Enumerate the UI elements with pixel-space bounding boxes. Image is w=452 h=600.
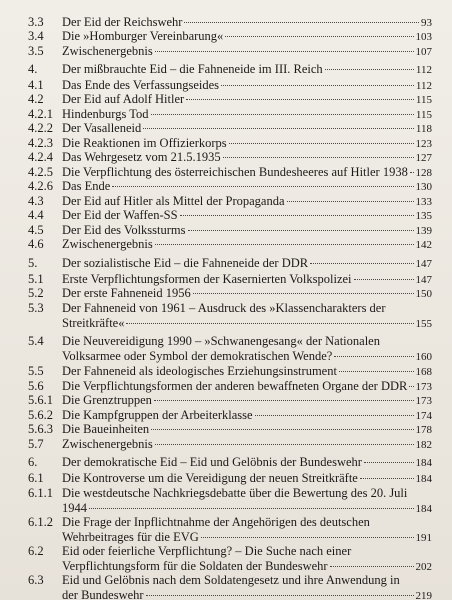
section-title: Der Fahneneid von 1961 – Ausdruck des »Klassencharakters der	[62, 301, 386, 315]
section-title: Die Baueinheiten	[62, 422, 150, 436]
page-number: 150	[415, 288, 432, 300]
page-number: 147	[415, 274, 432, 286]
section-number: 5.6.1	[28, 393, 53, 407]
section-title: Eid oder feierliche Verpflichtung? – Die Suche nach einer	[62, 544, 352, 558]
section-title: Erste Verpflichtungsformen der Kasernierten Volkspolizei	[62, 272, 352, 286]
dot-leader	[287, 201, 414, 202]
section-number: 4.2.4	[28, 150, 53, 164]
section-title: Der erste Fahneneid 1956	[62, 286, 191, 300]
page-number: 168	[415, 366, 432, 378]
section-title: Das Ende	[62, 179, 111, 193]
page-number: 112	[415, 80, 432, 92]
page-number: 191	[415, 532, 432, 544]
page-number: 135	[415, 210, 432, 222]
dot-leader	[180, 215, 414, 216]
section-title: Die Reaktionen im Offizierkorps	[62, 136, 227, 150]
section-number: 6.1.2	[28, 515, 53, 529]
dot-leader	[112, 186, 413, 187]
section-title: der Bundeswehr	[62, 588, 144, 600]
section-title: Die Neuvereidigung 1990 – »Schwanengesang« der Nationalen	[62, 334, 380, 348]
section-number: 5.5	[28, 364, 44, 378]
section-title: Der sozialistische Eid – die Fahneneide der DDR	[62, 256, 309, 270]
section-number: 6.1.1	[28, 486, 53, 500]
section-number: 4.2	[28, 92, 44, 106]
section-number: 5.1	[28, 272, 44, 286]
dot-leader	[334, 356, 413, 357]
section-number: 5.6.2	[28, 408, 53, 422]
section-title: Das Ende des Verfassungseides	[62, 78, 220, 92]
page-number: 112	[415, 64, 432, 76]
section-title: Streitkräfte«	[62, 316, 125, 330]
page-number: 115	[415, 94, 432, 106]
section-number: 4.2.5	[28, 165, 53, 179]
section-title: Die Verpflichtungsformen der anderen bewaffneten Organe der DDR	[62, 379, 408, 393]
dot-leader	[201, 537, 414, 538]
section-number: 4.2.6	[28, 179, 53, 193]
page-number: 139	[415, 225, 432, 237]
dot-leader	[186, 99, 414, 100]
page-number: 128	[415, 167, 432, 179]
dot-leader	[126, 323, 413, 324]
page-number: 184	[415, 473, 432, 485]
dot-leader	[154, 400, 414, 401]
page-number: 182	[415, 439, 432, 451]
dot-leader	[330, 566, 414, 567]
section-number: 3.5	[28, 44, 44, 58]
dot-leader	[146, 595, 414, 596]
dot-leader	[223, 157, 414, 158]
section-number: 4.3	[28, 194, 44, 208]
section-number: 5.2	[28, 286, 44, 300]
section-number: 5.7	[28, 437, 44, 451]
section-title: Volksarmee oder Symbol der demokratischen Wende?	[62, 349, 333, 363]
section-title: Der Eid des Volkssturms	[62, 223, 186, 237]
section-number: 4.4	[28, 208, 44, 222]
section-title: Der Eid der Reichswehr	[62, 15, 183, 29]
section-number: 6.1	[28, 471, 44, 485]
section-title: Der Eid auf Hitler als Mittel der Propaganda	[62, 194, 285, 208]
section-number: 4.2.1	[28, 107, 53, 121]
section-title: Zwischenergebnis	[62, 437, 153, 451]
dot-leader	[325, 69, 414, 70]
section-title: Der Vasalleneid	[62, 121, 142, 135]
page-number: 93	[421, 17, 432, 29]
section-number: 6.	[28, 455, 38, 469]
section-title: Die Kampfgruppen der Arbeiterklasse	[62, 408, 253, 422]
section-number: 5.3	[28, 301, 44, 315]
section-number: 3.4	[28, 29, 44, 43]
section-number: 4.1	[28, 78, 44, 92]
dot-leader	[360, 478, 414, 479]
section-title: Die Verpflichtung des österreichischen Bundesheeres auf Hitler 1938	[62, 165, 408, 179]
section-title: Der Eid der Waffen-SS	[62, 208, 178, 222]
section-title: Der Eid auf Adolf Hitler	[62, 92, 185, 106]
page-number: 173	[415, 381, 432, 393]
page-number: 107	[415, 46, 432, 58]
page-number: 219	[415, 590, 432, 600]
page-number: 123	[415, 138, 432, 150]
section-number: 5.	[28, 256, 38, 270]
dot-leader	[151, 429, 413, 430]
section-number: 3.3	[28, 15, 44, 29]
dot-leader	[354, 279, 414, 280]
dot-leader	[221, 85, 414, 86]
section-number: 6.3	[28, 573, 44, 587]
section-number: 5.6	[28, 379, 44, 393]
section-title: 1944	[62, 501, 87, 515]
page-number: 178	[415, 424, 432, 436]
dot-leader	[310, 263, 413, 264]
dot-leader	[151, 114, 414, 115]
dot-leader	[143, 128, 414, 129]
page-number: 127	[415, 152, 432, 164]
dot-leader	[155, 51, 414, 52]
dot-leader	[255, 415, 414, 416]
dot-leader	[409, 386, 413, 387]
section-number: 4.6	[28, 237, 44, 251]
page-number: 118	[415, 123, 432, 135]
section-title: Die Kontroverse um die Vereidigung der neuen Streitkräfte	[62, 471, 358, 485]
section-title: Der demokratische Eid – Eid und Gelöbnis der Bundeswehr	[62, 455, 362, 469]
dot-leader	[89, 508, 414, 509]
page-number: 184	[415, 503, 432, 515]
page-number: 173	[415, 395, 432, 407]
dot-leader	[188, 230, 414, 231]
dot-leader	[410, 172, 414, 173]
page-number: 174	[415, 410, 432, 422]
page-number: 184	[415, 457, 432, 469]
section-title: Die »Homburger Vereinbarung«	[62, 29, 224, 43]
section-title: Zwischenergebnis	[62, 237, 153, 251]
section-title: Die Frage der Inpflichtnahme der Angehörigen des deutschen	[62, 515, 370, 529]
section-number: 4.5	[28, 223, 44, 237]
page-number: 133	[415, 196, 432, 208]
section-title: Hindenburgs Tod	[62, 107, 149, 121]
dot-leader	[229, 143, 414, 144]
section-title: Das Wehrgesetz vom 21.5.1935	[62, 150, 221, 164]
dot-leader	[339, 371, 414, 372]
dot-leader	[155, 244, 414, 245]
page-number: 202	[415, 561, 432, 573]
section-title: Die westdeutsche Nachkriegsdebatte über die Bewertung des 20. Juli	[62, 486, 408, 500]
section-title: Der Fahneneid als ideologisches Erziehungsinstrument	[62, 364, 337, 378]
page-number: 130	[415, 181, 432, 193]
section-number: 5.6.3	[28, 422, 53, 436]
section-number: 4.	[28, 62, 38, 76]
section-title: Zwischenergebnis	[62, 44, 153, 58]
section-number: 5.4	[28, 334, 44, 348]
dot-leader	[184, 22, 419, 23]
page-number: 147	[415, 258, 432, 270]
dot-leader	[364, 462, 414, 463]
page-number: 155	[415, 318, 432, 330]
section-title: Der mißbrauchte Eid – die Fahneneide im III. Reich	[62, 62, 323, 76]
section-number: 4.2.3	[28, 136, 53, 150]
section-title: Wehrbeitrages für die EVG	[62, 530, 199, 544]
section-title: Die Grenztruppen	[62, 393, 152, 407]
dot-leader	[193, 293, 414, 294]
section-title: Verpflichtungsform für die Soldaten der Bundeswehr	[62, 559, 328, 573]
section-number: 6.2	[28, 544, 44, 558]
page-number: 103	[415, 31, 432, 43]
page-number: 160	[415, 351, 432, 363]
dot-leader	[225, 36, 413, 37]
dot-leader	[155, 444, 414, 445]
section-number: 4.2.2	[28, 121, 53, 135]
page-number: 142	[415, 239, 432, 251]
section-title: Eid und Gelöbnis nach dem Soldatengesetz und ihre Anwendung in	[62, 573, 400, 587]
page-number: 115	[415, 109, 432, 121]
